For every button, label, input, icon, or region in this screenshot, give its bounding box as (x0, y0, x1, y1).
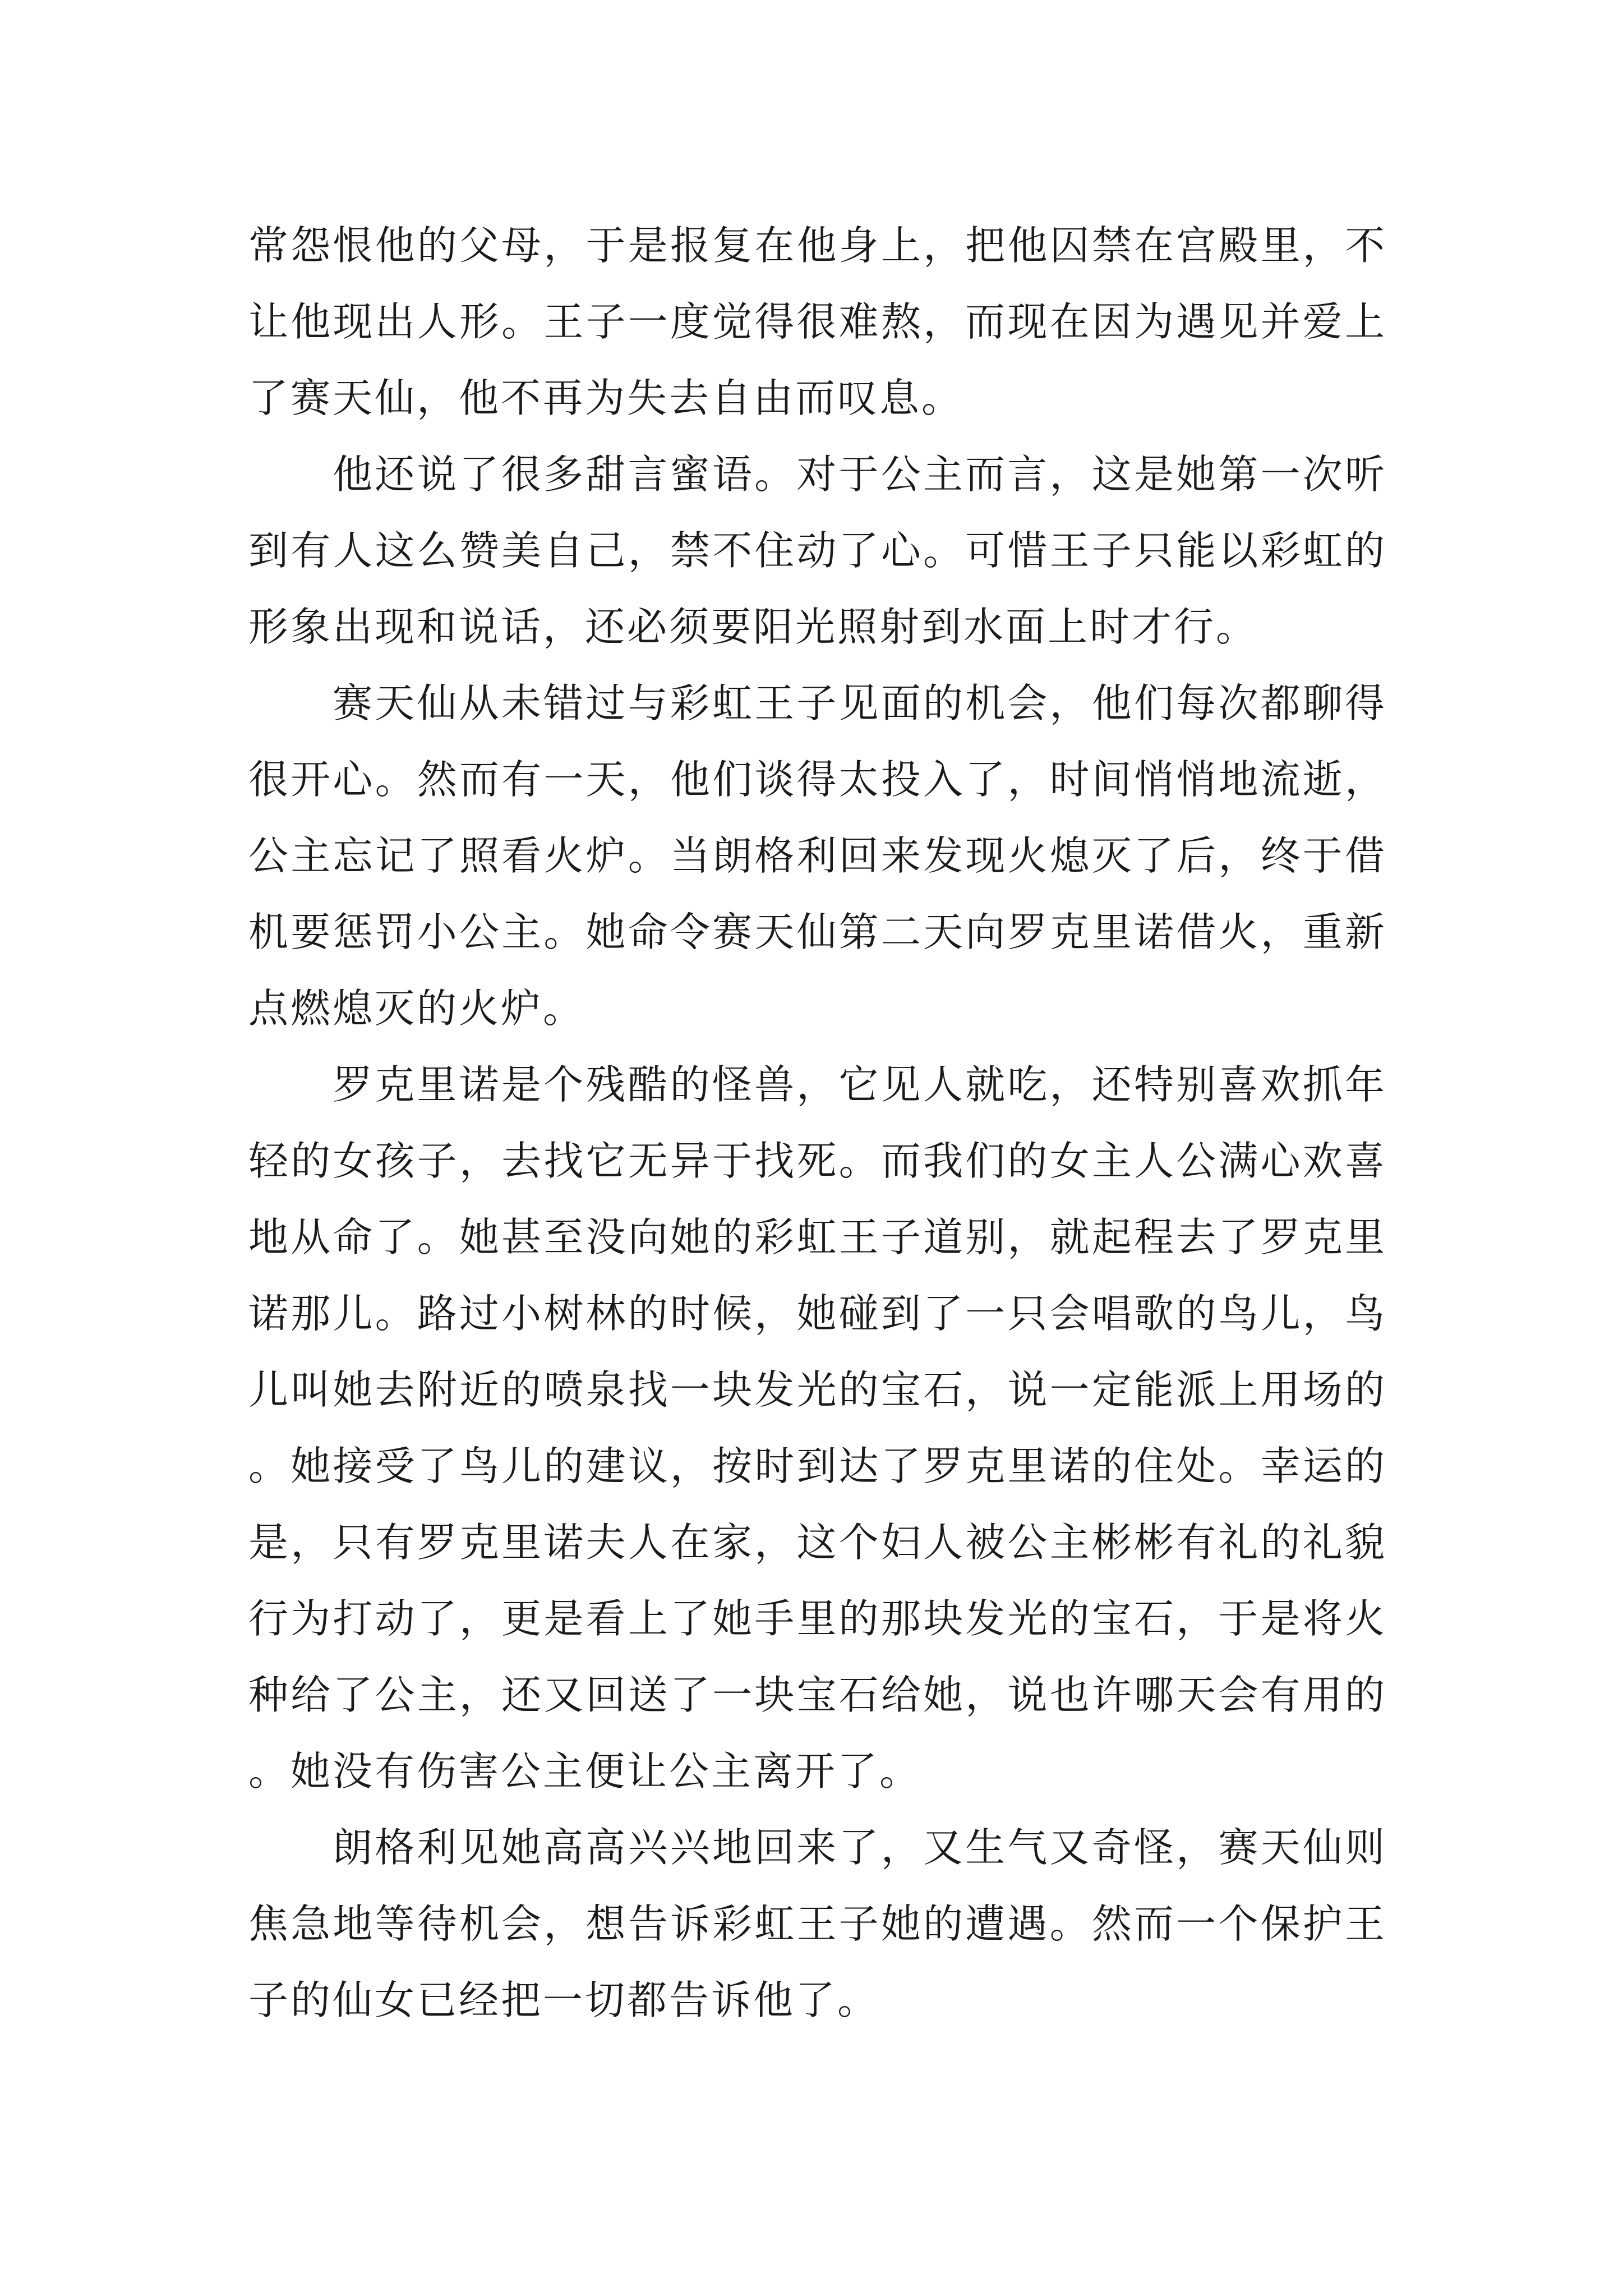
paragraph-4: 罗克里诺是个残酷的怪兽，它见人就吃，还特别喜欢抓年轻的女孩子，去找它无异于找死。而我们的女主人公满心欢喜地从命了。她甚至没向她的彩虹王子道别，就起程去了罗克里诺那儿。路过小树林的时候，她碰到了一只会唱歌的鸟儿，鸟儿叫她去附近的喷泉找一块发光的宝石，说一定能派上用场的。她接受了鸟儿的建议，按时到达了罗克里诺的住处。幸运的是，只有罗克里诺夫人在家，这个妇人被公主彬彬有礼的礼貌行为打动了，更是看上了她手里的那块发光的宝石，于是将火种给了公主，还又回送了一块宝石给她，说也许哪天会有用的。她没有伤害公主便让公主离开了。 (248, 1061, 1387, 1795)
document-body (248, 208, 1387, 2039)
paragraph-5: 朗格利见她高高兴兴地回来了，又生气又奇怪，赛天仙则焦急地等待机会，想告诉彩虹王子她的遭遇。然而一个保护王子的仙女已经把一切都告诉他了。 (248, 1824, 1387, 2023)
paragraph-1: 常怨恨他的父母，于是报复在他身上，把他囚禁在宫殿里，不让他现出人形。王子一度觉得很难熬，而现在因为遇见并爱上了赛天仙，他不再为失去自由而叹息。 (248, 222, 1387, 421)
paragraph-3: 赛天仙从未错过与彩虹王子见面的机会，他们每次都聊得很开心。然而有一天，他们谈得太投入了，时间悄悄地流逝，公主忘记了照看火炉。当朗格利回来发现火熄灭了后，终于借机要惩罚小公主。她命令赛天仙第二天向罗克里诺借火，重新点燃熄灭的火炉。 (248, 680, 1387, 1032)
paragraph-2: 他还说了很多甜言蜜语。对于公主而言，这是她第一次听到有人这么赞美自己，禁不住动了心。可惜王子只能以彩虹的形象出现和说话，还必须要阳光照射到水面上时才行。 (248, 451, 1387, 650)
